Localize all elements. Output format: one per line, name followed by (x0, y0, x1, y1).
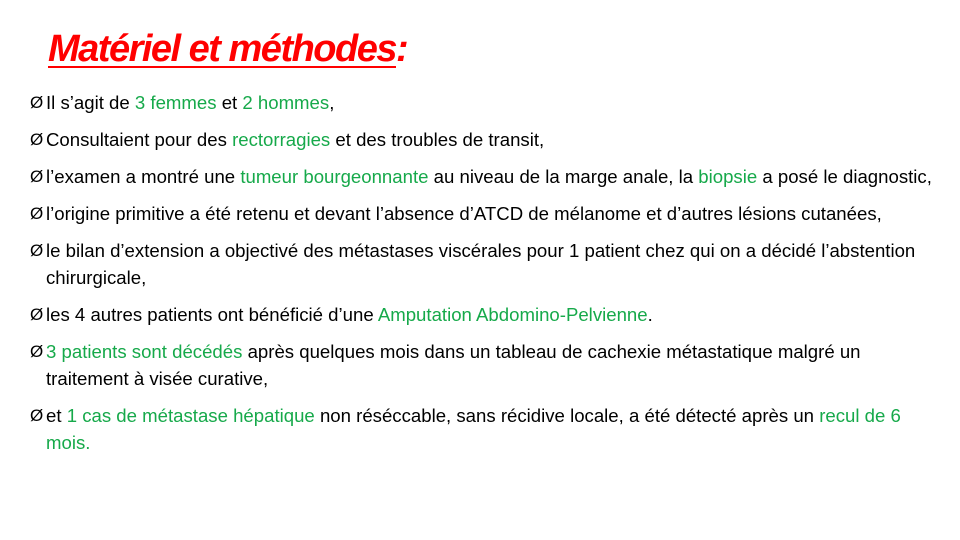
bullet-text: les 4 autres patients ont bénéficié d’une (46, 304, 378, 325)
bullet-text: Consultaient pour des (46, 129, 233, 150)
bullet-text: non réséccable, sans récidive locale, a été détecté après un (314, 405, 820, 426)
bullet-item (30, 301, 940, 328)
highlighted-text: biopsie (698, 166, 758, 187)
arrow-bullet-icon: Ø (30, 130, 44, 149)
highlighted-text: 1 cas de métastase hépatique (66, 405, 315, 426)
bullet-item (30, 237, 940, 291)
bullet-text: après quelques mois dans un tableau de cachexie métastatique malgré un traitement à visée curative, (46, 341, 861, 389)
slide-title (48, 28, 407, 71)
arrow-bullet-icon: Ø (30, 204, 44, 223)
highlighted-text: 3 patients sont décédés (46, 341, 243, 362)
highlighted-text: tumeur bourgeonnante (240, 166, 429, 187)
arrow-bullet-icon: Ø (30, 406, 44, 425)
highlighted-text: recul de 6 mois. (46, 405, 901, 453)
arrow-bullet-icon: Ø (30, 241, 44, 260)
bullet-text: et (46, 405, 67, 426)
bullet-text: . (647, 304, 653, 325)
highlighted-text: Amputation Abdomino-Pelvienne (377, 304, 648, 325)
bullet-item (30, 200, 940, 227)
bullet-text: au niveau de la marge anale, la (428, 166, 699, 187)
bullet-item (30, 402, 940, 456)
bullet-item (30, 89, 940, 116)
bullet-text: et des troubles de transit, (330, 129, 545, 150)
highlighted-text: 3 femmes (134, 92, 217, 113)
arrow-bullet-icon: Ø (30, 342, 44, 361)
bullet-item (30, 126, 940, 153)
bullet-text: l’origine primitive a été retenu et devant l’absence d’ATCD de mélanome et d’autres lésions cutanées, (46, 203, 882, 224)
arrow-bullet-icon: Ø (30, 167, 44, 186)
highlighted-text: 2 hommes (242, 92, 330, 113)
slide-title-colon: : (396, 28, 408, 70)
bullet-text: , (329, 92, 335, 113)
highlighted-text: rectorragies (232, 129, 331, 150)
bullet-text: et (216, 92, 243, 113)
bullet-text: l’examen a montré une (46, 166, 241, 187)
slide-title-text: Matériel et méthodes (48, 28, 396, 70)
bullet-item (30, 338, 940, 392)
arrow-bullet-icon: Ø (30, 93, 44, 112)
bullet-text: a posé le diagnostic, (757, 166, 932, 187)
bullet-list (30, 89, 940, 466)
bullet-text: le bilan d’extension a objectivé des métastases viscérales pour 1 patient chez qui on a décidé l’abstention chirurgicale, (46, 240, 916, 288)
bullet-text: Il s’agit de (46, 92, 135, 113)
arrow-bullet-icon: Ø (30, 305, 44, 324)
bullet-item (30, 163, 940, 190)
